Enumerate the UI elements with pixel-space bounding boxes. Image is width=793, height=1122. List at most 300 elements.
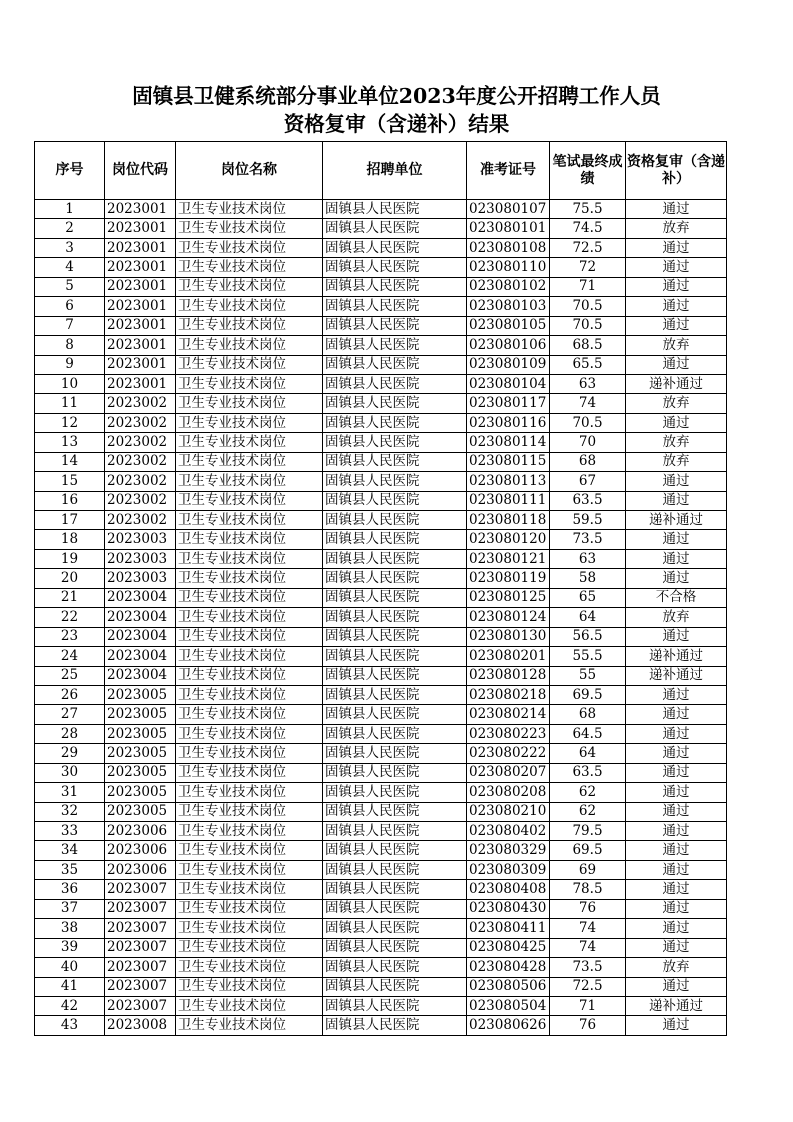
- row-review-result: 通过: [626, 724, 727, 743]
- row-serial: 20: [35, 569, 105, 588]
- table-row: [35, 744, 727, 763]
- row-ticket-number: 023080130: [467, 627, 550, 646]
- row-ticket-number: 023080125: [467, 588, 550, 607]
- row-ticket-number: 023080210: [467, 802, 550, 821]
- row-ticket-number: 023080115: [467, 452, 550, 471]
- row-serial: 1: [35, 200, 105, 219]
- row-post-name: 卫生专业技术岗位: [176, 413, 323, 432]
- row-employer: 固镇县人民医院: [323, 297, 467, 316]
- row-ticket-number: 023080105: [467, 316, 550, 335]
- row-review-result: 通过: [626, 802, 727, 821]
- row-serial: 19: [35, 549, 105, 568]
- table-row: [35, 452, 727, 471]
- table-row: [35, 880, 727, 899]
- row-post-code: 2023004: [105, 608, 176, 627]
- row-review-result: 递补通过: [626, 511, 727, 530]
- row-post-name: 卫生专业技术岗位: [176, 647, 323, 666]
- row-serial: 18: [35, 530, 105, 549]
- row-post-name: 卫生专业技术岗位: [176, 958, 323, 977]
- row-employer: 固镇县人民医院: [323, 841, 467, 860]
- row-post-code: 2023001: [105, 297, 176, 316]
- row-serial: 31: [35, 783, 105, 802]
- row-post-code: 2023005: [105, 802, 176, 821]
- row-final-score: 64: [550, 608, 626, 627]
- row-post-code: 2023005: [105, 705, 176, 724]
- row-post-name: 卫生专业技术岗位: [176, 685, 323, 704]
- table-row: [35, 1016, 727, 1035]
- row-final-score: 75.5: [550, 200, 626, 219]
- row-ticket-number: 023080128: [467, 666, 550, 685]
- row-final-score: 68.5: [550, 336, 626, 355]
- row-review-result: 通过: [626, 238, 727, 257]
- row-review-result: 通过: [626, 413, 727, 432]
- table-row: [35, 219, 727, 238]
- row-serial: 43: [35, 1016, 105, 1035]
- row-review-result: 递补通过: [626, 996, 727, 1015]
- row-post-code: 2023002: [105, 433, 176, 452]
- header-employer: 招聘单位: [323, 142, 467, 200]
- table-row: [35, 958, 727, 977]
- row-review-result: 通过: [626, 549, 727, 568]
- table-row: [35, 355, 727, 374]
- table-row: [35, 433, 727, 452]
- row-final-score: 71: [550, 996, 626, 1015]
- row-post-name: 卫生专业技术岗位: [176, 355, 323, 374]
- row-post-code: 2023001: [105, 355, 176, 374]
- table-row: [35, 297, 727, 316]
- row-post-name: 卫生专业技术岗位: [176, 880, 323, 899]
- row-post-code: 2023001: [105, 277, 176, 296]
- row-employer: 固镇县人民医院: [323, 336, 467, 355]
- row-final-score: 59.5: [550, 511, 626, 530]
- row-post-code: 2023002: [105, 491, 176, 510]
- row-ticket-number: 023080104: [467, 374, 550, 393]
- row-post-code: 2023002: [105, 472, 176, 491]
- row-final-score: 69.5: [550, 841, 626, 860]
- row-ticket-number: 023080214: [467, 705, 550, 724]
- row-post-name: 卫生专业技术岗位: [176, 277, 323, 296]
- row-final-score: 56.5: [550, 627, 626, 646]
- row-ticket-number: 023080101: [467, 219, 550, 238]
- table-row: [35, 860, 727, 879]
- row-review-result: 通过: [626, 744, 727, 763]
- row-ticket-number: 023080207: [467, 763, 550, 782]
- row-post-code: 2023001: [105, 258, 176, 277]
- table-row: [35, 336, 727, 355]
- row-serial: 7: [35, 316, 105, 335]
- row-employer: 固镇县人民医院: [323, 977, 467, 996]
- row-review-result: 通过: [626, 569, 727, 588]
- row-employer: 固镇县人民医院: [323, 549, 467, 568]
- row-ticket-number: 023080110: [467, 258, 550, 277]
- row-post-code: 2023006: [105, 822, 176, 841]
- row-post-name: 卫生专业技术岗位: [176, 860, 323, 879]
- header-post-code: 岗位代码: [105, 142, 176, 200]
- row-post-name: 卫生专业技术岗位: [176, 763, 323, 782]
- row-review-result: 通过: [626, 705, 727, 724]
- row-post-code: 2023007: [105, 977, 176, 996]
- row-employer: 固镇县人民医院: [323, 316, 467, 335]
- row-employer: 固镇县人民医院: [323, 511, 467, 530]
- row-final-score: 65.5: [550, 355, 626, 374]
- row-employer: 固镇县人民医院: [323, 996, 467, 1015]
- row-ticket-number: 023080103: [467, 297, 550, 316]
- row-ticket-number: 023080107: [467, 200, 550, 219]
- row-review-result: 放弃: [626, 219, 727, 238]
- row-post-name: 卫生专业技术岗位: [176, 219, 323, 238]
- table-row: [35, 277, 727, 296]
- row-ticket-number: 023080106: [467, 336, 550, 355]
- table-row: [35, 258, 727, 277]
- row-post-name: 卫生专业技术岗位: [176, 608, 323, 627]
- row-post-code: 2023007: [105, 996, 176, 1015]
- row-review-result: 通过: [626, 899, 727, 918]
- row-serial: 25: [35, 666, 105, 685]
- row-employer: 固镇县人民医院: [323, 958, 467, 977]
- table-row: [35, 569, 727, 588]
- row-review-result: 通过: [626, 938, 727, 957]
- row-final-score: 70.5: [550, 316, 626, 335]
- row-employer: 固镇县人民医院: [323, 666, 467, 685]
- row-ticket-number: 023080113: [467, 472, 550, 491]
- row-post-name: 卫生专业技术岗位: [176, 569, 323, 588]
- row-final-score: 63: [550, 374, 626, 393]
- row-review-result: 通过: [626, 297, 727, 316]
- table-row: [35, 763, 727, 782]
- row-ticket-number: 023080411: [467, 919, 550, 938]
- row-post-code: 2023005: [105, 724, 176, 743]
- row-employer: 固镇县人民医院: [323, 355, 467, 374]
- row-final-score: 79.5: [550, 822, 626, 841]
- row-employer: 固镇县人民医院: [323, 394, 467, 413]
- row-post-name: 卫生专业技术岗位: [176, 841, 323, 860]
- row-employer: 固镇县人民医院: [323, 919, 467, 938]
- row-review-result: 通过: [626, 822, 727, 841]
- table-row: [35, 724, 727, 743]
- row-serial: 4: [35, 258, 105, 277]
- row-final-score: 71: [550, 277, 626, 296]
- row-ticket-number: 023080208: [467, 783, 550, 802]
- table-row: [35, 472, 727, 491]
- row-employer: 固镇县人民医院: [323, 219, 467, 238]
- table-row: [35, 316, 727, 335]
- table-row: [35, 802, 727, 821]
- row-ticket-number: 023080218: [467, 685, 550, 704]
- row-serial: 14: [35, 452, 105, 471]
- table-body: [35, 200, 727, 1036]
- row-post-code: 2023004: [105, 647, 176, 666]
- table-row: [35, 996, 727, 1015]
- row-post-code: 2023002: [105, 511, 176, 530]
- row-serial: 9: [35, 355, 105, 374]
- row-post-code: 2023004: [105, 627, 176, 646]
- header-post-name: 岗位名称: [176, 142, 323, 200]
- row-ticket-number: 023080425: [467, 938, 550, 957]
- row-ticket-number: 023080430: [467, 899, 550, 918]
- row-employer: 固镇县人民医院: [323, 822, 467, 841]
- row-ticket-number: 023080116: [467, 413, 550, 432]
- row-ticket-number: 023080223: [467, 724, 550, 743]
- row-serial: 33: [35, 822, 105, 841]
- row-post-name: 卫生专业技术岗位: [176, 374, 323, 393]
- row-review-result: 通过: [626, 763, 727, 782]
- row-final-score: 76: [550, 899, 626, 918]
- row-final-score: 73.5: [550, 958, 626, 977]
- row-review-result: 递补通过: [626, 647, 727, 666]
- row-ticket-number: 023080118: [467, 511, 550, 530]
- row-employer: 固镇县人民医院: [323, 802, 467, 821]
- row-ticket-number: 023080408: [467, 880, 550, 899]
- row-ticket-number: 023080117: [467, 394, 550, 413]
- row-review-result: 通过: [626, 860, 727, 879]
- row-final-score: 70: [550, 433, 626, 452]
- row-serial: 37: [35, 899, 105, 918]
- row-final-score: 70.5: [550, 297, 626, 316]
- row-employer: 固镇县人民医院: [323, 1016, 467, 1035]
- row-post-code: 2023007: [105, 899, 176, 918]
- row-final-score: 76: [550, 1016, 626, 1035]
- table-row: [35, 608, 727, 627]
- row-final-score: 63.5: [550, 763, 626, 782]
- row-final-score: 63: [550, 549, 626, 568]
- row-review-result: 通过: [626, 355, 727, 374]
- row-post-name: 卫生专业技术岗位: [176, 491, 323, 510]
- row-ticket-number: 023080124: [467, 608, 550, 627]
- header-review-result: 资格复审（含递补）: [626, 142, 727, 200]
- row-post-name: 卫生专业技术岗位: [176, 666, 323, 685]
- table-row: [35, 647, 727, 666]
- row-review-result: 不合格: [626, 588, 727, 607]
- row-serial: 2: [35, 219, 105, 238]
- row-post-name: 卫生专业技术岗位: [176, 1016, 323, 1035]
- row-ticket-number: 023080504: [467, 996, 550, 1015]
- row-post-name: 卫生专业技术岗位: [176, 899, 323, 918]
- row-serial: 11: [35, 394, 105, 413]
- row-review-result: 放弃: [626, 433, 727, 452]
- row-post-code: 2023002: [105, 413, 176, 432]
- row-review-result: 通过: [626, 530, 727, 549]
- row-post-name: 卫生专业技术岗位: [176, 938, 323, 957]
- results-table: [34, 141, 727, 1036]
- table-row: [35, 822, 727, 841]
- row-ticket-number: 023080121: [467, 549, 550, 568]
- row-post-code: 2023001: [105, 374, 176, 393]
- row-post-name: 卫生专业技术岗位: [176, 452, 323, 471]
- row-post-name: 卫生专业技术岗位: [176, 919, 323, 938]
- row-post-code: 2023003: [105, 549, 176, 568]
- row-employer: 固镇县人民医院: [323, 899, 467, 918]
- row-final-score: 67: [550, 472, 626, 491]
- table-row: [35, 666, 727, 685]
- row-serial: 28: [35, 724, 105, 743]
- header-ticket-number: 准考证号: [467, 142, 550, 200]
- row-post-code: 2023001: [105, 336, 176, 355]
- row-serial: 38: [35, 919, 105, 938]
- row-ticket-number: 023080111: [467, 491, 550, 510]
- row-serial: 26: [35, 685, 105, 704]
- table-row: [35, 413, 727, 432]
- row-employer: 固镇县人民医院: [323, 452, 467, 471]
- row-ticket-number: 023080201: [467, 647, 550, 666]
- row-employer: 固镇县人民医院: [323, 647, 467, 666]
- row-employer: 固镇县人民医院: [323, 238, 467, 257]
- row-ticket-number: 023080506: [467, 977, 550, 996]
- table-row: [35, 588, 727, 607]
- row-review-result: 通过: [626, 783, 727, 802]
- row-review-result: 放弃: [626, 452, 727, 471]
- row-post-name: 卫生专业技术岗位: [176, 724, 323, 743]
- row-post-name: 卫生专业技术岗位: [176, 977, 323, 996]
- row-post-name: 卫生专业技术岗位: [176, 705, 323, 724]
- row-serial: 8: [35, 336, 105, 355]
- row-review-result: 通过: [626, 258, 727, 277]
- row-serial: 40: [35, 958, 105, 977]
- row-review-result: 通过: [626, 977, 727, 996]
- row-serial: 27: [35, 705, 105, 724]
- row-post-code: 2023007: [105, 919, 176, 938]
- row-final-score: 68: [550, 705, 626, 724]
- row-post-name: 卫生专业技术岗位: [176, 744, 323, 763]
- row-serial: 17: [35, 511, 105, 530]
- row-post-code: 2023007: [105, 958, 176, 977]
- row-post-name: 卫生专业技术岗位: [176, 802, 323, 821]
- row-employer: 固镇县人民医院: [323, 744, 467, 763]
- row-final-score: 74: [550, 394, 626, 413]
- row-final-score: 69.5: [550, 685, 626, 704]
- row-employer: 固镇县人民医院: [323, 783, 467, 802]
- row-employer: 固镇县人民医院: [323, 724, 467, 743]
- document-title-line1: 固镇县卫健系统部分事业单位2023年度公开招聘工作人员: [132, 84, 661, 108]
- table-row: [35, 938, 727, 957]
- row-serial: 16: [35, 491, 105, 510]
- row-review-result: 通过: [626, 200, 727, 219]
- row-post-code: 2023005: [105, 763, 176, 782]
- row-post-name: 卫生专业技术岗位: [176, 200, 323, 219]
- row-serial: 12: [35, 413, 105, 432]
- row-final-score: 74: [550, 919, 626, 938]
- table-row: [35, 705, 727, 724]
- row-serial: 3: [35, 238, 105, 257]
- table-row: [35, 549, 727, 568]
- row-serial: 34: [35, 841, 105, 860]
- row-serial: 13: [35, 433, 105, 452]
- row-post-name: 卫生专业技术岗位: [176, 297, 323, 316]
- row-serial: 22: [35, 608, 105, 627]
- row-post-name: 卫生专业技术岗位: [176, 783, 323, 802]
- row-review-result: 通过: [626, 919, 727, 938]
- row-ticket-number: 023080119: [467, 569, 550, 588]
- row-serial: 39: [35, 938, 105, 957]
- row-post-code: 2023007: [105, 880, 176, 899]
- row-ticket-number: 023080109: [467, 355, 550, 374]
- row-post-name: 卫生专业技术岗位: [176, 627, 323, 646]
- row-employer: 固镇县人民医院: [323, 763, 467, 782]
- row-post-name: 卫生专业技术岗位: [176, 511, 323, 530]
- row-final-score: 69: [550, 860, 626, 879]
- row-final-score: 64.5: [550, 724, 626, 743]
- row-post-code: 2023002: [105, 394, 176, 413]
- row-post-code: 2023003: [105, 530, 176, 549]
- row-post-code: 2023001: [105, 238, 176, 257]
- row-serial: 15: [35, 472, 105, 491]
- row-final-score: 72.5: [550, 238, 626, 257]
- row-post-name: 卫生专业技术岗位: [176, 258, 323, 277]
- row-employer: 固镇县人民医院: [323, 433, 467, 452]
- table-row: [35, 374, 727, 393]
- row-serial: 6: [35, 297, 105, 316]
- table-row: [35, 977, 727, 996]
- table-row: [35, 841, 727, 860]
- row-review-result: 通过: [626, 627, 727, 646]
- row-ticket-number: 023080102: [467, 277, 550, 296]
- row-employer: 固镇县人民医院: [323, 705, 467, 724]
- table-header-row: [35, 142, 727, 200]
- row-review-result: 通过: [626, 841, 727, 860]
- row-ticket-number: 023080108: [467, 238, 550, 257]
- row-final-score: 64: [550, 744, 626, 763]
- row-final-score: 74.5: [550, 219, 626, 238]
- row-post-code: 2023002: [105, 452, 176, 471]
- row-review-result: 放弃: [626, 394, 727, 413]
- row-employer: 固镇县人民医院: [323, 860, 467, 879]
- row-employer: 固镇县人民医院: [323, 277, 467, 296]
- row-review-result: 放弃: [626, 958, 727, 977]
- row-final-score: 72: [550, 258, 626, 277]
- row-post-name: 卫生专业技术岗位: [176, 472, 323, 491]
- table-row: [35, 783, 727, 802]
- row-employer: 固镇县人民医院: [323, 588, 467, 607]
- row-serial: 32: [35, 802, 105, 821]
- row-final-score: 58: [550, 569, 626, 588]
- row-post-name: 卫生专业技术岗位: [176, 433, 323, 452]
- row-final-score: 65: [550, 588, 626, 607]
- table-row: [35, 200, 727, 219]
- row-ticket-number: 023080120: [467, 530, 550, 549]
- row-post-code: 2023007: [105, 938, 176, 957]
- row-review-result: 通过: [626, 472, 727, 491]
- row-review-result: 通过: [626, 685, 727, 704]
- row-post-code: 2023001: [105, 200, 176, 219]
- row-employer: 固镇县人民医院: [323, 472, 467, 491]
- row-employer: 固镇县人民医院: [323, 608, 467, 627]
- row-ticket-number: 023080114: [467, 433, 550, 452]
- table-row: [35, 491, 727, 510]
- row-final-score: 55.5: [550, 647, 626, 666]
- row-employer: 固镇县人民医院: [323, 413, 467, 432]
- row-final-score: 70.5: [550, 413, 626, 432]
- row-serial: 42: [35, 996, 105, 1015]
- row-post-code: 2023003: [105, 569, 176, 588]
- row-post-name: 卫生专业技术岗位: [176, 394, 323, 413]
- row-post-code: 2023005: [105, 783, 176, 802]
- row-review-result: 通过: [626, 277, 727, 296]
- row-post-name: 卫生专业技术岗位: [176, 822, 323, 841]
- row-final-score: 72.5: [550, 977, 626, 996]
- row-post-name: 卫生专业技术岗位: [176, 316, 323, 335]
- document-title-line2: 资格复审（含递补）结果: [283, 112, 510, 136]
- row-ticket-number: 023080402: [467, 822, 550, 841]
- row-post-code: 2023005: [105, 744, 176, 763]
- row-final-score: 55: [550, 666, 626, 685]
- row-ticket-number: 023080309: [467, 860, 550, 879]
- row-employer: 固镇县人民医院: [323, 374, 467, 393]
- table-row: [35, 899, 727, 918]
- table-row: [35, 627, 727, 646]
- row-review-result: 放弃: [626, 336, 727, 355]
- row-post-name: 卫生专业技术岗位: [176, 336, 323, 355]
- row-serial: 24: [35, 647, 105, 666]
- row-post-code: 2023008: [105, 1016, 176, 1035]
